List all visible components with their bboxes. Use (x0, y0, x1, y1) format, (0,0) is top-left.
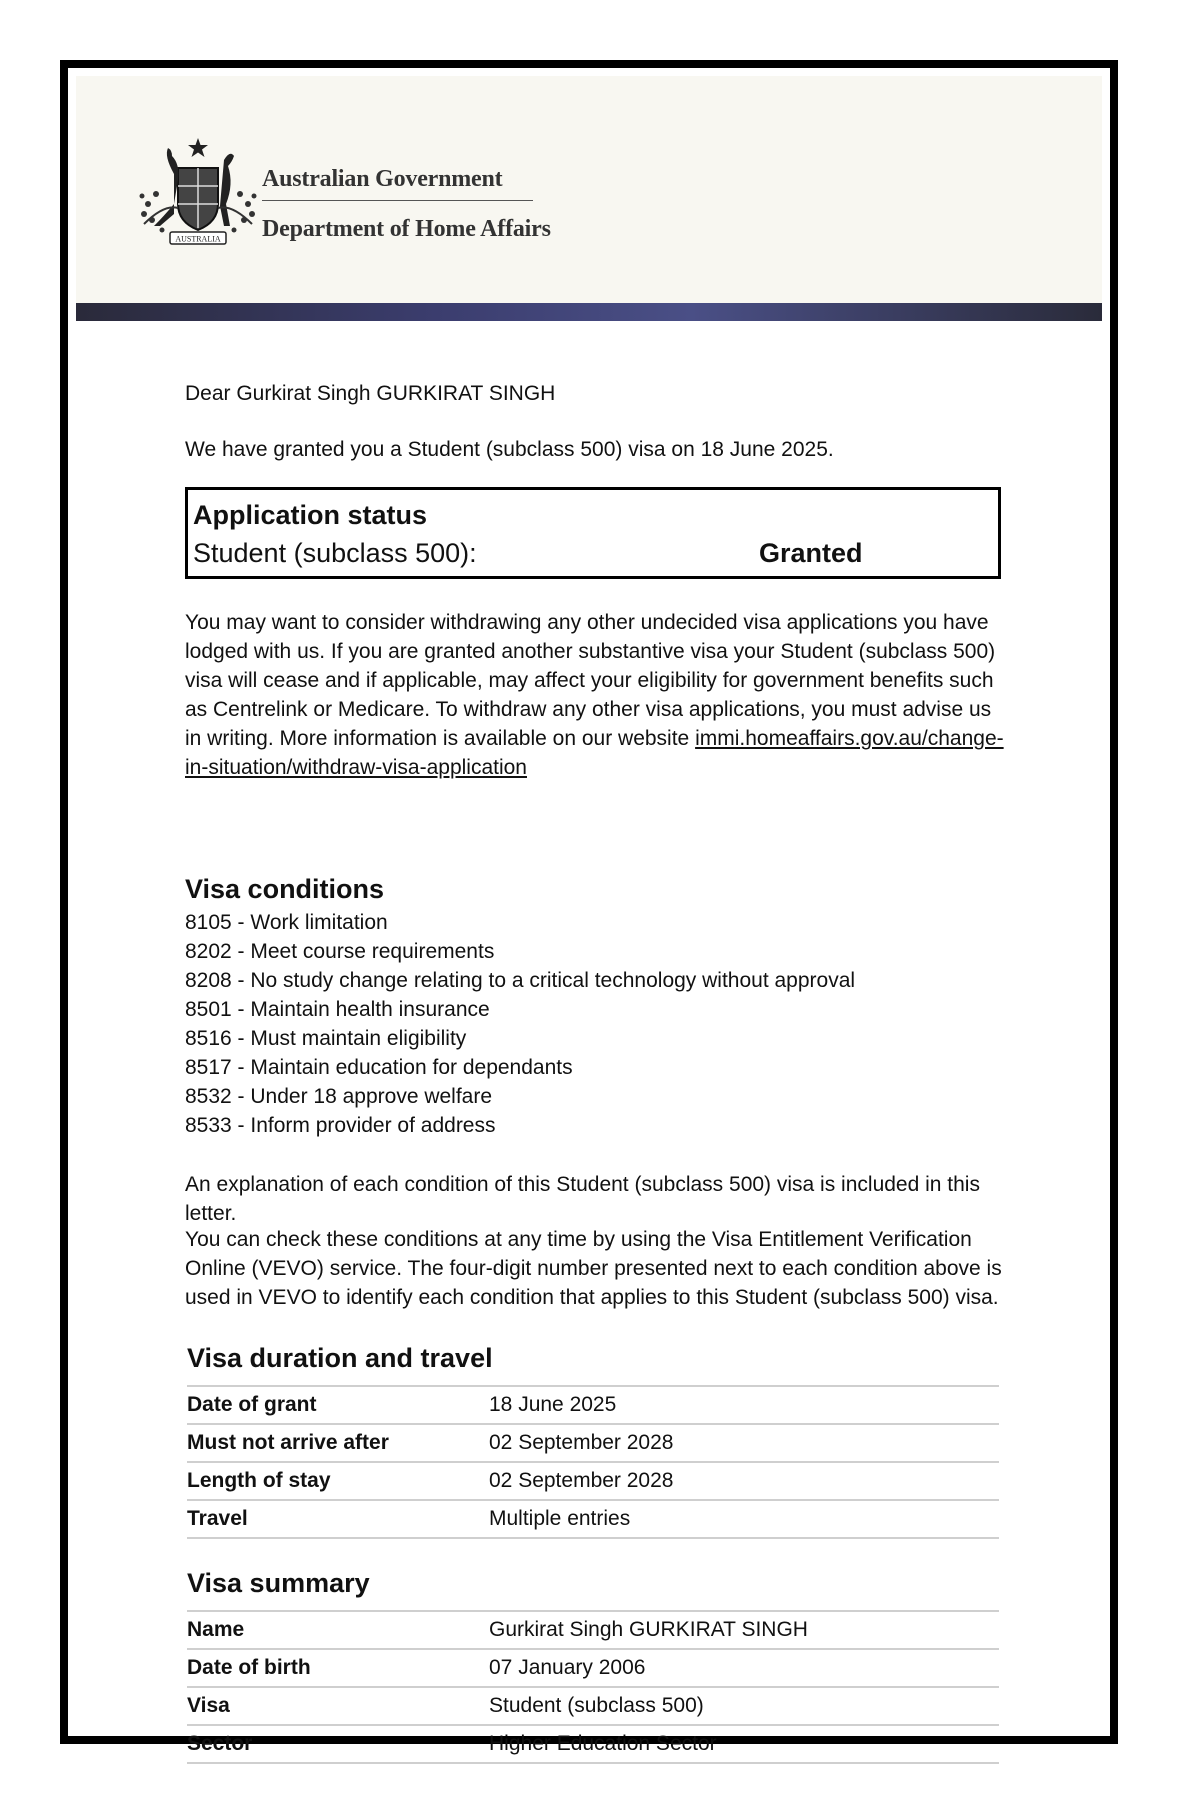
row-value: 07 January 2006 (489, 1649, 999, 1687)
withdraw-info-link[interactable]: immi.homeaffairs.gov.au/change-in-situation/withdraw-visa-application (185, 727, 1004, 779)
row-key: Name (187, 1611, 489, 1649)
visa-duration-heading: Visa duration and travel (187, 1343, 493, 1373)
coat-of-arms-icon (134, 134, 262, 252)
row-key: Sector (187, 1725, 489, 1763)
government-title: Australian Government (262, 166, 503, 192)
svg-text:AUSTRALIA: AUSTRALIA (175, 234, 221, 244)
row-key: Must not arrive after (187, 1424, 489, 1462)
condition-item: 8517 - Maintain education for dependants (185, 1056, 573, 1079)
letter-page (60, 60, 1118, 1755)
header-band (76, 303, 1102, 321)
row-key: Date of birth (187, 1649, 489, 1687)
status-title: Application status (193, 500, 428, 530)
grant-statement: We have granted you a Student (subclass 500) visa on 18 June 2025. (185, 438, 834, 461)
visa-summary-table (187, 1610, 999, 1764)
table-row (187, 1611, 999, 1649)
status-label: Student (subclass 500): (193, 538, 477, 568)
row-key: Visa (187, 1687, 489, 1725)
letterhead (76, 76, 1102, 303)
condition-item: 8533 - Inform provider of address (185, 1114, 496, 1137)
conditions-explanation: An explanation of each condition of this Student (subclass 500) visa is included in this letter. (185, 1173, 980, 1225)
row-value: Multiple entries (489, 1500, 999, 1538)
visa-summary-heading: Visa summary (187, 1568, 370, 1598)
row-value: 02 September 2028 (489, 1462, 999, 1500)
row-key: Date of grant (187, 1386, 489, 1424)
condition-item: 8532 - Under 18 approve welfare (185, 1085, 493, 1108)
table-row (187, 1687, 999, 1725)
row-value: 18 June 2025 (489, 1386, 999, 1424)
row-key: Length of stay (187, 1462, 489, 1500)
salutation: Dear Gurkirat Singh GURKIRAT SINGH (185, 382, 556, 405)
condition-item: 8208 - No study change relating to a critical technology without approval (185, 969, 856, 992)
withdraw-paragraph (185, 608, 1005, 782)
condition-item: 8501 - Maintain health insurance (185, 998, 490, 1021)
row-value: Higher Education Sector (489, 1725, 999, 1763)
table-row (187, 1386, 999, 1424)
visa-duration-table (187, 1385, 999, 1539)
table-row (187, 1424, 999, 1462)
table-row (187, 1725, 999, 1763)
row-value: 02 September 2028 (489, 1424, 999, 1462)
withdraw-text: You may want to consider withdrawing any other undecided visa applications you have lodged with us. If you are granted another substantive visa your Student (subclass 500) visa will cease and if applicable, may affect your eligibility for government benefits such as Centrelink or Medicare. To withdraw any other visa applications, you must advise us in writing. More information is available on our website (185, 611, 996, 750)
row-key: Travel (187, 1500, 489, 1538)
condition-item: 8202 - Meet course requirements (185, 940, 495, 963)
table-row (187, 1500, 999, 1538)
table-row (187, 1462, 999, 1500)
table-row (187, 1649, 999, 1687)
status-value: Granted (759, 538, 863, 568)
condition-item: 8105 - Work limitation (185, 911, 388, 934)
letterhead-divider (262, 200, 533, 201)
department-title: Department of Home Affairs (262, 216, 551, 242)
vevo-paragraph: You can check these conditions at any time by using the Visa Entitlement Verification Online (VEVO) service. The four-digit number presented next to each condition above is used in VEVO to identify each condition that applies to this Student (subclass 500) visa. (185, 1228, 1002, 1309)
visa-conditions-list (185, 908, 855, 1140)
condition-item: 8516 - Must maintain eligibility (185, 1027, 467, 1050)
visa-conditions-heading: Visa conditions (185, 874, 385, 904)
row-value: Gurkirat Singh GURKIRAT SINGH (489, 1611, 999, 1649)
application-status-box (185, 487, 1001, 579)
row-value: Student (subclass 500) (489, 1687, 999, 1725)
